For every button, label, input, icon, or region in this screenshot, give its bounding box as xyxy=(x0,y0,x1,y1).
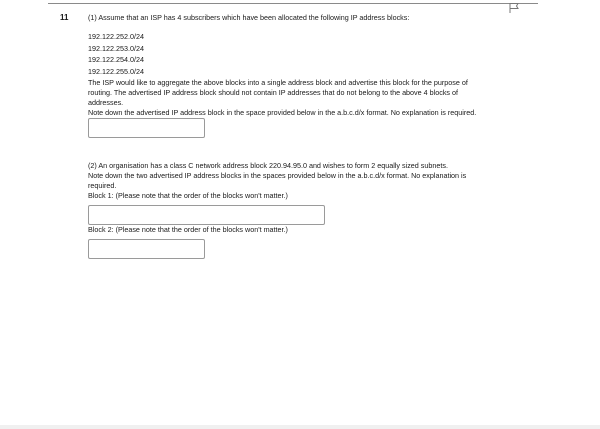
block2-answer-input[interactable] xyxy=(88,239,205,259)
header-divider xyxy=(48,3,538,4)
block1-label: Block 1: (Please note that the order of the blocks won't matter.) xyxy=(88,191,288,200)
part1-intro: (1) Assume that an ISP has 4 subscribers which have been allocated the following IP address blocks: xyxy=(88,13,410,22)
question-content xyxy=(88,13,488,259)
block1-answer-input[interactable] xyxy=(88,205,325,225)
ip-block: 192.122.254.0/24 xyxy=(88,55,144,64)
part2-instruction: Note down the two advertised IP address blocks in the spaces provided below in the a.b.c.d/x format. No explanation is required. xyxy=(88,171,467,190)
question-number: 11 xyxy=(60,13,69,22)
part1-answer-input[interactable] xyxy=(88,118,205,138)
ip-block: 192.122.253.0/24 xyxy=(88,43,144,53)
part2-intro: (2) An organisation has a class C network address block 220.94.95.0 and wishes to form 2 equally sized subnets. xyxy=(88,161,448,170)
part1-instruction: Note down the advertised IP address block in the space provided below in the a.b.c.d/x format. No explanation is required. xyxy=(88,108,477,117)
flag-icon[interactable] xyxy=(508,2,520,14)
ip-block-list xyxy=(88,32,488,78)
page-bottom-edge xyxy=(0,425,600,429)
block2-label: Block 2: (Please note that the order of the blocks won't matter.) xyxy=(88,225,288,234)
part1-description: The ISP would like to aggregate the above blocks into a single address block and advertise this block for the purpose of routing. The advertised IP address block should not contain IP addresses that do not belong to the above 4 blocks of addresses. xyxy=(88,78,468,107)
ip-block: 192.122.255.0/24 xyxy=(88,66,144,76)
ip-block: 192.122.252.0/24 xyxy=(88,32,144,41)
